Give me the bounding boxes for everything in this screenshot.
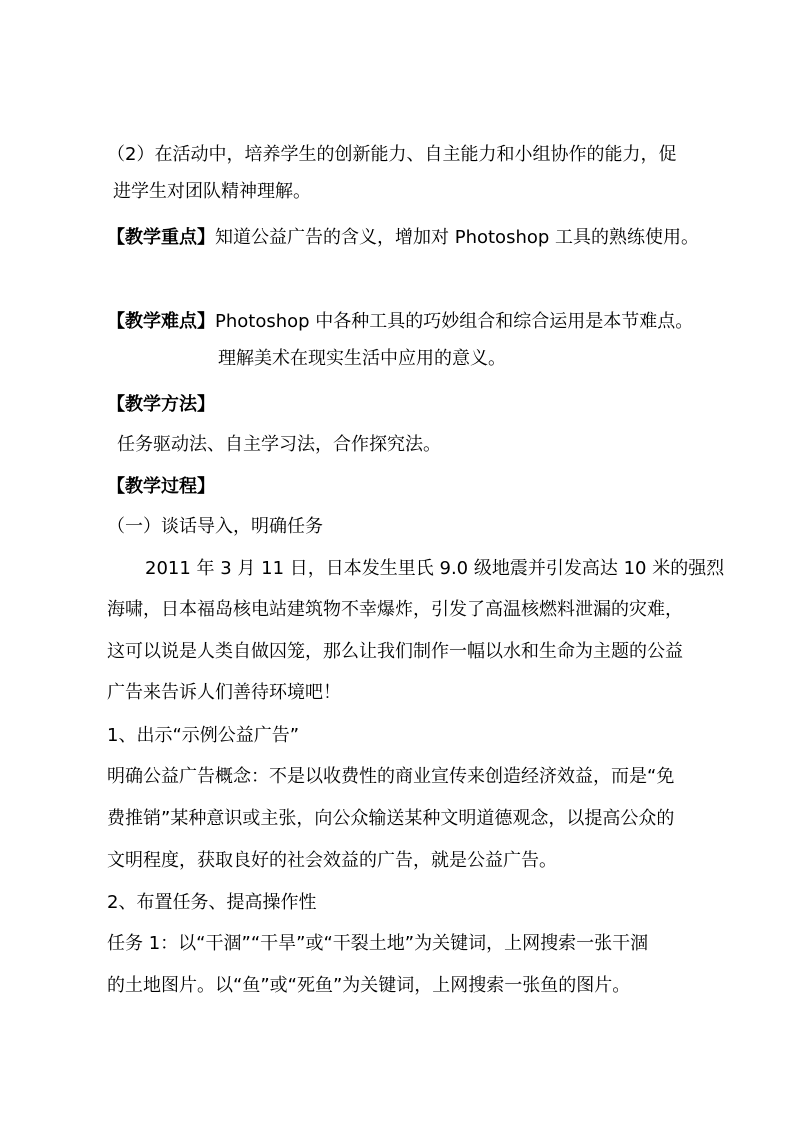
key-points-text: 知道公益广告的含义，增加对 Photoshop 工具的熟练使用。 [215,227,700,248]
process-label: 【教学过程】 [107,476,215,497]
methods-label: 【教学方法】 [107,394,215,415]
item2-heading: 2、布置任务、提高操作性 [107,892,317,913]
methods-text: 任务驱动法、自主学习法，合作探究法。 [117,434,441,455]
objective-2-line2: 进学生对团队精神理解。 [113,181,311,202]
difficulties-text: Photoshop 中各种工具的巧妙组合和综合运用是本节难点。 [215,311,694,332]
difficulties-label: 【教学难点】 [107,311,215,332]
concept-line2: 费推销”某种意识或主张，向公众输送某种文明道德观念，以提高公众的 [107,808,675,829]
key-points-label: 【教学重点】 [107,227,215,248]
para1-line3: 这可以说是人类自做囚笼，那么让我们制作一幅以水和生命为主题的公益 [107,641,683,662]
task1-line2: 的土地图片。以“鱼”或“死鱼”为关键词，上网搜索一张鱼的图片。 [107,975,631,996]
task1-line1: 任务 1：以“干涸”“干旱”或“干裂土地”为关键词，上网搜索一张干涸 [107,933,649,954]
para1-line1: 2011 年 3 月 11 日，日本发生里氏 9.0 级地震并引发高达 10 米的强烈 [145,558,725,579]
key-points-row [107,226,699,250]
difficulties-row [107,310,693,334]
concept-line3: 文明程度，获取良好的社会效益的广告，就是公益广告。 [107,850,557,871]
concept-line1: 明确公益广告概念：不是以收费性的商业宣传来创造经济效益，而是“免 [107,766,675,787]
para1-line4: 广告来告诉人们善待环境吧！ [107,682,341,703]
step1-heading: （一）谈话导入，明确任务 [107,516,323,537]
item1-heading: 1、出示“示例公益广告” [107,725,300,746]
difficulties-text-2: 理解美术在现实生活中应用的意义。 [218,348,506,369]
para1-line2: 海啸，日本福岛核电站建筑物不幸爆炸，引发了高温核燃料泄漏的灾难， [107,599,683,620]
objective-2-line1: （2）在活动中，培养学生的创新能力、自主能力和小组协作的能力，促 [107,144,677,165]
